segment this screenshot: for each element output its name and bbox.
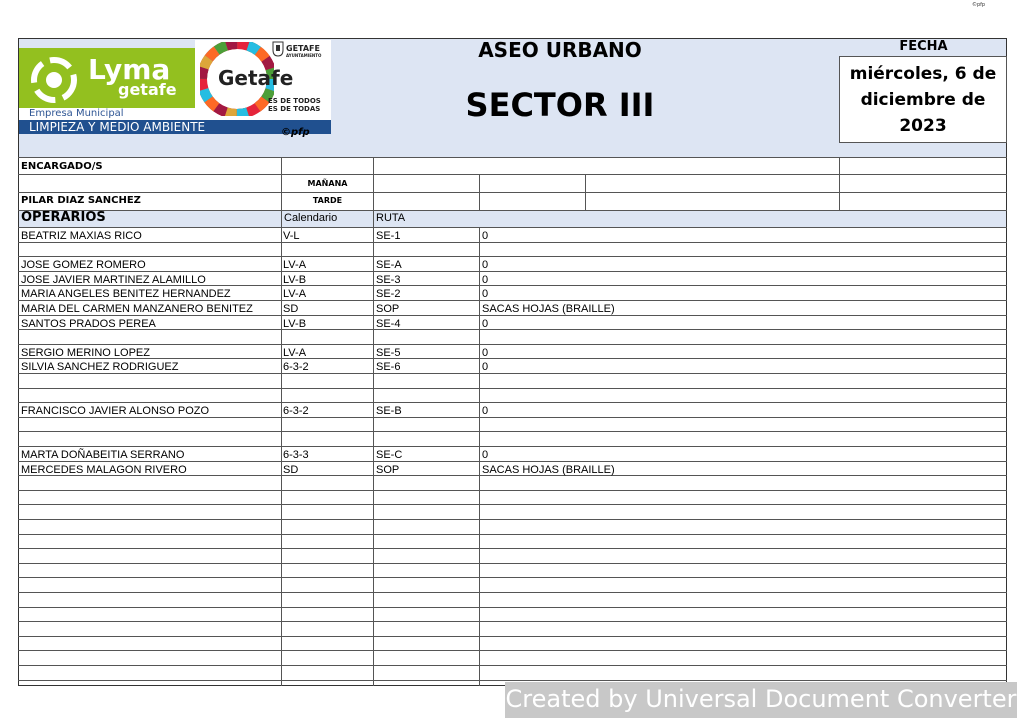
- ruta-header: RUTA: [376, 212, 406, 224]
- operario-name: MERCEDES MALAGON RIVERO: [21, 464, 187, 476]
- operario-calendario: 6-3-3: [283, 449, 309, 461]
- operario-calendario: LV-B: [283, 274, 307, 286]
- operario-ruta: SE-2: [376, 288, 401, 300]
- limpieza-text: LIMPIEZA Y MEDIO AMBIENTE: [29, 120, 206, 134]
- crest-label: GETAFE: [286, 44, 320, 53]
- operario-ruta: SOP: [376, 303, 400, 315]
- operario-calendario: LV-A: [283, 288, 307, 300]
- grid-line: [18, 329, 1007, 330]
- grid-line: [18, 271, 1007, 272]
- grid-line: [18, 227, 1007, 228]
- operario-ruta: SE-4: [376, 318, 401, 330]
- fecha-line2: diciembre de: [860, 89, 986, 110]
- grid-line: [18, 650, 1007, 651]
- grid-line: [18, 577, 1007, 578]
- grid-line: [18, 665, 1007, 666]
- operario-calendario: LV-A: [283, 259, 307, 271]
- operario-ruta: SE-A: [376, 259, 402, 271]
- operario-name: FRANCISCO JAVIER ALONSO POZO: [21, 405, 210, 417]
- operario-name: JOSE GOMEZ ROMERO: [21, 259, 146, 271]
- operario-ruta: SE-B: [376, 405, 402, 417]
- grid-line: [18, 358, 1007, 359]
- manana-label: MAÑANA: [307, 179, 348, 188]
- operario-observacion: 0: [482, 230, 489, 242]
- watermark: Created by Universal Document Converter: [505, 682, 1017, 718]
- operario-observacion: 0: [482, 405, 489, 417]
- operario-observacion: 0: [482, 347, 489, 359]
- grid-line: [18, 621, 1007, 622]
- grid-line: [18, 548, 1007, 549]
- operarios-label: OPERARIOS: [21, 210, 106, 225]
- getafe-wordmark: Getafe: [218, 66, 294, 90]
- grid-line: [479, 227, 480, 686]
- operario-name: SANTOS PRADOS PEREA: [21, 318, 156, 330]
- grid-line: [18, 344, 1007, 345]
- operario-observacion: 0: [482, 274, 489, 286]
- operario-name: MARIA ANGELES BENITEZ HERNANDEZ: [21, 288, 231, 300]
- grid-line: [18, 402, 1007, 403]
- grid-line: [18, 210, 1007, 211]
- lyma-wordmark: Lyma: [88, 53, 171, 86]
- grid-line: [18, 431, 1007, 432]
- grid-line: [18, 256, 1007, 257]
- operario-observacion: 0: [482, 288, 489, 300]
- operario-name: MARIA DEL CARMEN MANZANERO BENITEZ: [21, 303, 253, 315]
- header-row-band: [19, 210, 1006, 227]
- sector-title: SECTOR III: [465, 86, 655, 124]
- operario-observacion: 0: [482, 449, 489, 461]
- fecha-line1: miércoles, 6 de: [849, 63, 997, 84]
- operario-calendario: LV-A: [283, 347, 307, 359]
- operario-name: MARTA DOÑABEITIA SERRANO: [21, 449, 185, 461]
- lyma-swirl-icon: [28, 54, 80, 106]
- operario-ruta: SE-3: [376, 274, 401, 286]
- grid-line: [18, 592, 1007, 593]
- operario-ruta: SE-6: [376, 361, 401, 373]
- operario-name: JOSE JAVIER MARTINEZ ALAMILLO: [21, 274, 206, 286]
- grid-line: [18, 534, 1007, 535]
- fecha-line3: 2023: [899, 115, 947, 136]
- crest-sub: AYUNTAMIENTO: [286, 53, 322, 58]
- operario-ruta: SE-C: [376, 449, 403, 461]
- grid-line: [18, 157, 1007, 158]
- operario-name: BEATRIZ MAXIAS RICO: [21, 230, 142, 242]
- page-title: ASEO URBANO: [478, 38, 642, 62]
- encargados-label: ENCARGADO/S: [21, 161, 103, 172]
- slogan-line2: ES DE TODAS: [268, 105, 321, 113]
- tarde-encargado: PILAR DIAZ SANCHEZ: [21, 195, 141, 206]
- operario-name: SILVIA SANCHEZ RODRIGUEZ: [21, 361, 179, 373]
- tarde-label: TARDE: [312, 196, 343, 205]
- grid-line: [18, 607, 1007, 608]
- operario-calendario: 6-3-2: [283, 361, 309, 373]
- grid-line: [18, 519, 1007, 520]
- operario-name: SERGIO MERINO LOPEZ: [21, 347, 150, 359]
- lyma-getafe-wordmark: getafe: [118, 80, 177, 99]
- operario-calendario: SD: [283, 303, 299, 315]
- grid-line: [479, 174, 480, 210]
- operario-observacion: 0: [482, 318, 489, 330]
- grid-line: [585, 174, 586, 210]
- operario-calendario: SD: [283, 464, 299, 476]
- operario-calendario: 6-3-2: [283, 405, 309, 417]
- grid-line: [18, 388, 1007, 389]
- calendario-header: Calendario: [284, 212, 338, 224]
- grid-line: [18, 174, 1007, 175]
- credit-text: ©pfp: [281, 127, 310, 138]
- operario-observacion: 0: [482, 259, 489, 271]
- slogan-line1: ES DE TODOS: [268, 97, 321, 105]
- grid-line: [18, 563, 1007, 564]
- grid-line: [18, 446, 1007, 447]
- grid-line: [18, 504, 1007, 505]
- operario-ruta: SE-5: [376, 347, 401, 359]
- grid-line: [18, 680, 1007, 681]
- fecha-value: [839, 56, 1007, 143]
- empresa-text: Empresa Municipal: [29, 108, 124, 119]
- operario-observacion: SACAS HOJAS (BRAILLE): [482, 303, 615, 315]
- operario-observacion: 0: [482, 361, 489, 373]
- fecha-label: FECHA: [899, 39, 948, 54]
- operario-calendario: V-L: [283, 230, 300, 242]
- grid-line: [18, 192, 1007, 193]
- grid-line: [18, 636, 1007, 637]
- operario-ruta: SE-1: [376, 230, 401, 242]
- operario-observacion: SACAS HOJAS (BRAILLE): [482, 464, 615, 476]
- grid-line: [18, 490, 1007, 491]
- grid-line: [839, 157, 840, 210]
- crest-icon: [272, 41, 284, 57]
- operario-ruta: SOP: [376, 464, 400, 476]
- top-note: ©pfp: [972, 2, 986, 8]
- grid-line: [18, 242, 1007, 243]
- operario-calendario: LV-B: [283, 318, 307, 330]
